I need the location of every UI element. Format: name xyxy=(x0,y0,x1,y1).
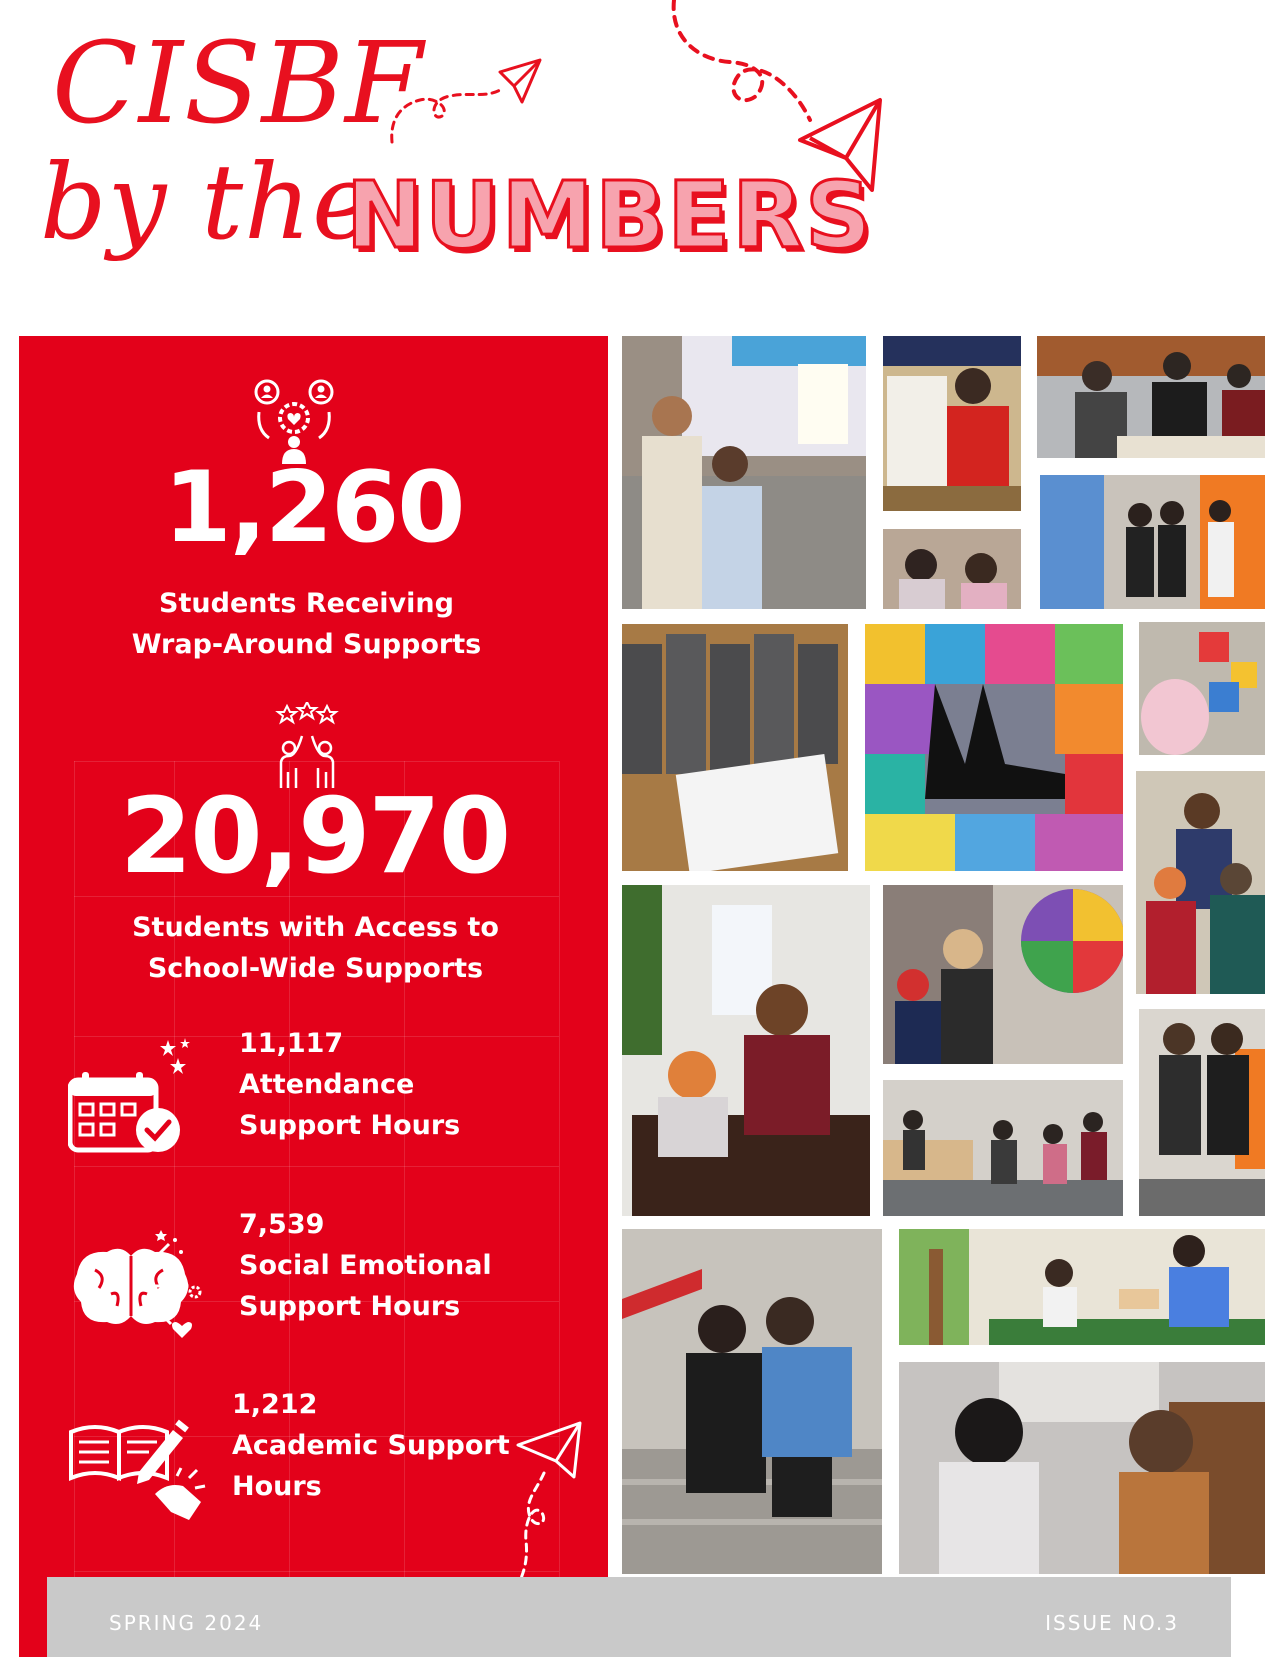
students-supported-value: 1,260 xyxy=(163,451,464,565)
title-by-the: by the xyxy=(40,141,375,263)
paper-plane-icon xyxy=(660,0,890,200)
paper-plane-icon xyxy=(380,50,550,150)
photo-group-table xyxy=(1037,336,1265,458)
photo-playdough-classroom xyxy=(622,885,870,1216)
academic-label-1: Academic Support xyxy=(232,1430,510,1461)
calendar-check-icon xyxy=(68,1038,194,1156)
photo-two-friends xyxy=(1139,1009,1265,1216)
photo-group-room xyxy=(883,1080,1123,1216)
students-access-value: 20,970 xyxy=(119,775,510,897)
stats-panel xyxy=(19,336,608,1657)
social-emotional-label-2: Support Hours xyxy=(239,1291,461,1322)
photo-anti-bullying-wall xyxy=(865,624,1123,871)
photo-two-students xyxy=(883,529,1021,609)
footer-issue: ISSUE NO.3 xyxy=(1045,1611,1179,1635)
academic-value: 1,212 xyxy=(232,1389,318,1420)
photo-reading-circle xyxy=(899,1362,1265,1574)
photo-staff-with-kids xyxy=(1136,771,1265,994)
photo-staircase-pair xyxy=(622,1229,882,1574)
students-supported-caption-2: Wrap-Around Supports xyxy=(131,629,482,660)
paper-plane-icon xyxy=(514,1421,599,1581)
photo-craft-table xyxy=(1139,622,1265,755)
attendance-label-2: Support Hours xyxy=(239,1110,461,1141)
photo-tropical-classroom xyxy=(899,1229,1265,1345)
students-supported-caption-1: Students Receiving xyxy=(159,588,454,619)
footer-bar xyxy=(47,1577,1231,1657)
attendance-value: 11,117 xyxy=(239,1028,344,1059)
social-emotional-value: 7,539 xyxy=(239,1209,325,1240)
book-pencil-icon xyxy=(69,1416,209,1526)
photo-water-bottles xyxy=(622,624,848,871)
title-numbers: NUMBERS xyxy=(346,162,874,269)
photo-prize-wheel xyxy=(883,885,1123,1064)
title-cisbf: CISBF xyxy=(52,19,424,149)
social-emotional-label-1: Social Emotional xyxy=(239,1250,492,1281)
footer-season: SPRING 2024 xyxy=(109,1611,264,1635)
students-access-caption-1: Students with Access to xyxy=(132,912,499,943)
brain-icon xyxy=(69,1230,204,1342)
photo-bulletin-board xyxy=(622,336,866,609)
attendance-label-1: Attendance xyxy=(239,1069,415,1100)
students-access-caption-2: School-Wide Supports xyxy=(147,953,484,984)
photo-banner-group xyxy=(1040,475,1265,609)
academic-label-2: Hours xyxy=(232,1471,322,1502)
photo-student-drawing xyxy=(883,336,1021,511)
